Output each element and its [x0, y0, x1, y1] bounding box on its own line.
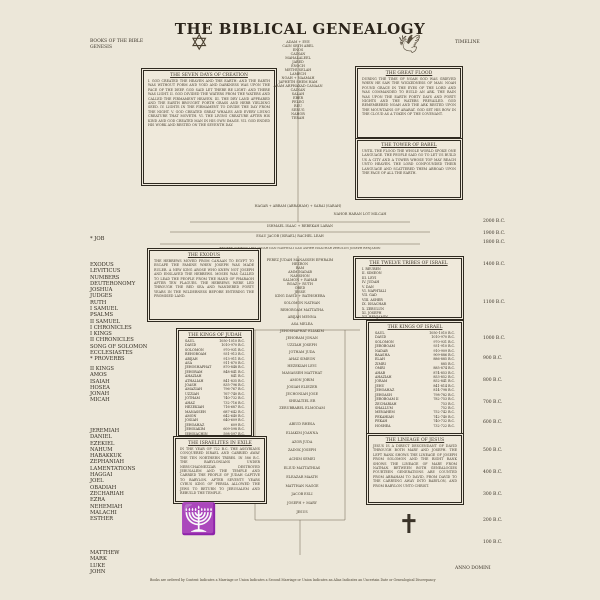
book-name: MICAH [90, 397, 110, 404]
king-name: MANASSEH [185, 409, 206, 414]
king-reign: 640-609 B.C. [223, 418, 245, 423]
isaac-node: ISHMAEL ISAAC + REBEKAH LABAN [267, 224, 333, 228]
king-name: UZZIAH [185, 391, 199, 396]
tree-node: PELEG [291, 100, 305, 104]
tree-node: MATTHAN NAGGE [285, 483, 319, 488]
tree-node: AMMINADAB [288, 270, 312, 274]
tree-node: JOTHAM JUDA [289, 350, 315, 354]
tree-node: CAIN SETH ABEL [282, 44, 314, 48]
timeline-date: 400 B.C. [483, 470, 503, 475]
tree-node: ASA MELEA [291, 322, 313, 326]
book-name: ZEPHANIAH [90, 459, 125, 466]
king-name: JEHOSHAPHAT [185, 365, 212, 370]
king-reign: 1010-970 B.C. [431, 335, 455, 340]
king-name: ATHALIAH [185, 378, 204, 383]
tree-node: AHAZ SIMEON [288, 357, 316, 361]
book-name: EZEKIEL [90, 440, 115, 447]
legend-footer: Books are ordered by Content Indicates a Marriage or Union Indicates a Second Marriage or Union Indicates an Alias Indicates an Uncertain Date or Genealogical Discrepancy [150, 578, 436, 582]
book-name: NUMBERS [90, 274, 120, 281]
tribe-row: VI. NAPHTALI [362, 289, 387, 294]
tree-node: JARED [292, 60, 304, 64]
tree-node: CAINAN [290, 52, 306, 56]
king-name: SAUL [185, 339, 195, 343]
king-reign: 796-767 B.C. [223, 387, 245, 392]
books-group-4 [90, 428, 135, 522]
timeline-label: TIMELINE [455, 40, 480, 45]
king-name: JEHOIACHIN [185, 431, 208, 436]
tree-node: PEREZ JUDAH MANASSEH EPHRAIM [266, 258, 334, 262]
book-name: JOHN [90, 568, 106, 575]
tribes-box [355, 258, 462, 318]
timeline-date: 200 B.C. [483, 518, 503, 523]
king-reign: 931-910 B.C. [433, 344, 455, 349]
timeline-date: 1000 B.C. [483, 336, 506, 341]
tree-node: JAPHETH SHEM HAM [278, 80, 318, 84]
king-name: AHAZ [185, 400, 195, 405]
king-name: JOSIAH [185, 418, 198, 423]
poster-title: THE BIBLICAL GENEALOGY [174, 20, 426, 38]
book-name: DEUTERONOMY [90, 280, 136, 287]
king-reign: 642-640 B.C. [223, 413, 245, 418]
exile-text: IN THE YEAR OF 722 B.C. THE ASSYRIANS CONQUERED ISRAEL AND CARRIED AWAY THE TEN NORTHERN TRIBES. IN 586 B.C. THE BABYLONIANS UNDER NEBUCHADNEZZAR DESTROYED JERUSALEM AND THE TEMPLE AND CARRIED THE PEOPLE OF JUDAH CAPTIVE TO BABYLON. AFTER SEVENTY YEARS CYRUS KING OF PERSIA ALLOWED THE JEWS TO RETURN TO JERUSALEM AND REBUILD THE TEMPLE. [180, 447, 260, 496]
book-name: MATTHEW [90, 550, 120, 556]
book-name: MALACHI [90, 509, 117, 516]
tree-node: ABIJAH MENNA [287, 315, 317, 319]
judah-lineage [260, 258, 340, 298]
creation-text: I. GOD CREATED THE HEAVEN AND THE EARTH: AND THE EARTH WAS WITHOUT FORM AND VOID AND DARKNESS WAS UPON THE FACE OF THE DEEP. GOD SAID LET THERE BE LIGHT: AND THERE WAS LIGHT. II. GOD DIVIDED THE WATERS FROM THE WATERS AND CALLED THE FIRMAMENT HEAVEN. III. THE DRY LAND APPEARED AND THE EARTH BROUGHT FORTH GRASS AND HERB YIELDING SEED. IV. LIGHTS IN THE FIRMAMENT TO DIVIDE THE DAY FROM THE NIGHT. V. GOD CREATED GREAT WHALES AND EVERY LIVING CREATURE THAT MOVETH. VI. THE LIVING CREATURE AFTER HIS KIND AND GOD CREATED MAN IN HIS OWN IMAGE. VII. GOD ENDED HIS WORK AND RESTED ON THE SEVENTH DAY. [148, 79, 270, 128]
king-reign: 1050-1010 B.C. [429, 331, 455, 335]
book-name: AMOS [90, 372, 107, 379]
tree-node: ZADOK JOSEPH [287, 448, 317, 453]
book-name: LEVITICUS [90, 268, 121, 275]
lineage-text: JESUS IS A DIRECT DESCENDANT OF DAVID THROUGH BOTH MARY AND JOSEPH. THE LEFT RANK SHOWS THE LINEAGE OF JOSEPH FROM SOLOMON AND THE RIGHT RANK SHOWS THE LINEAGE OF MARY FROM NATHAN. BETWEEN BOTH GENEALOGIES FOURTEEN GENERATIONS ARE COUNTED FROM ABRAHAM TO DAVID, FROM DAVID TO THE CARRYING AWAY INTO BABYLON, AND FROM BABYLON UNTO CHRIST. [373, 444, 457, 488]
king-reign: 910-909 B.C. [433, 348, 455, 353]
book-name: MARK [90, 556, 107, 563]
king-reign: 885-874 B.C. [433, 366, 455, 371]
timeline-date: 1900 B.C. [483, 231, 506, 236]
king-name: JEHOASH [375, 392, 392, 397]
king-reign: 870-848 B.C. [223, 365, 245, 370]
tree-node: SOLOMON NATHAN [283, 301, 321, 305]
tribe-row: II. SIMEON [362, 271, 382, 276]
tree-node: ACHIM SEMEI [289, 457, 315, 462]
king-name: NADAB [375, 348, 388, 353]
tree-node: SERUG [291, 108, 305, 112]
flood-title: THE GREAT FLOOD [385, 71, 433, 76]
kings-israel-title: THE KINGS OF ISRAEL [387, 325, 443, 330]
tribes-list [356, 267, 461, 320]
king-reign: 687-642 B.C. [223, 409, 245, 414]
cross-icon: ✝ [398, 510, 420, 540]
king-name: JEROBOAM [375, 344, 395, 349]
king-name: JEHOAHAZ [375, 388, 395, 393]
timeline-date: 800 B.C. [483, 378, 503, 383]
tree-node: LAMECH [289, 72, 307, 76]
king-name: DAVID [185, 343, 197, 348]
timeline-date: 1800 B.C. [483, 240, 506, 245]
tribe-row: XI. JOSEPH [362, 311, 382, 316]
tree-node: ELEAZAR MAATH [286, 474, 318, 479]
tree-node: UZZIAH JOSEPH [287, 343, 317, 347]
tree-node: MANASSEH MATTHAT [281, 371, 323, 375]
books-label: BOOKS OF THE BIBLE [90, 39, 144, 44]
tribe-row: XII. BENJAMIN [362, 315, 389, 320]
king-name: JEHORAM [185, 369, 203, 374]
king-name: AMAZIAH [185, 387, 202, 392]
twelve-sons: REUBEN SIMEON LEVI JUDAH DAN NAPHTALI GAD ASHER ISSACHAR ZEBULUN JOSEPH BENJAMIN [219, 246, 381, 250]
books-top [90, 236, 104, 242]
king-reign: 598-597 B.C. [223, 431, 245, 436]
tree-node: JESUS [296, 509, 308, 514]
king-name: PEKAH [375, 419, 388, 424]
tree-node: NOAH + NAAMAH [281, 76, 315, 80]
babel-text: UNTIL THE FLOOD THE WHOLE WORLD SPOKE ONE LANGUAGE. THE PEOPLE SAID GO TO LET US BUILD US A CITY AND A TOWER WHOSE TOP MAY REACH UNTO HEAVEN. THE LORD CONFOUNDED THEIR LANGUAGE AND SCATTERED THEM ABROAD UPON THE FACE OF ALL THE EARTH. [362, 149, 456, 176]
tree-node: NAHSHON [290, 274, 310, 278]
king-reign: 752-742 B.C. [433, 410, 455, 415]
book-name: JONAH [90, 391, 110, 398]
tree-node: ENOS [292, 48, 304, 52]
king-reign: 782-753 B.C. [433, 397, 455, 402]
book-name: HABAKKUK [90, 453, 122, 460]
tree-node: NAHOR [291, 112, 305, 116]
king-reign: 841-814 B.C. [433, 383, 455, 388]
anno-domini-label: ANNO DOMINI [455, 566, 491, 571]
book-name: * JOB [90, 236, 105, 242]
book-name: EXODUS [90, 262, 114, 268]
creation-title: THE SEVEN DAYS OF CREATION [170, 73, 248, 78]
timeline-date: 100 B.C. [483, 540, 503, 545]
king-name: JEHOIAKIM [185, 427, 206, 432]
tree-node: ELIAKIM JOANNA [286, 430, 318, 435]
tribe-row: IV. JUDAH [362, 280, 380, 285]
king-reign: 740-732 B.C. [223, 396, 245, 401]
timeline-date: 600 B.C. [483, 420, 503, 425]
king-reign: 767-740 B.C. [223, 391, 245, 396]
tree-node: AZOR JUDA [291, 439, 313, 444]
tree-node: OBED [294, 286, 306, 290]
book-name: DANIEL [90, 434, 112, 441]
book-name: JUDGES [90, 293, 113, 300]
king-name: JEHOAHAZ [185, 422, 205, 427]
king-name: JEHU [375, 383, 385, 388]
tree-node: JEHORAM JONAN [286, 336, 318, 340]
king-name: DAVID [375, 335, 387, 340]
lineage-title: THE LINEAGE OF JESUS [385, 438, 445, 443]
tree-node: CAINAN [290, 88, 306, 92]
tree-node: JACOB ESLI [291, 492, 313, 497]
babel-title: THE TOWER OF BABEL [381, 143, 437, 148]
king-reign: 853-852 B.C. [433, 375, 455, 380]
book-name: JEREMIAH [90, 428, 120, 434]
king-name: SOLOMON [185, 347, 204, 352]
king-name: ELAH [375, 357, 385, 362]
book-name: ISAIAH [90, 378, 110, 385]
king-reign: 931-913 B.C. [223, 352, 245, 357]
king-reign: 716-687 B.C. [223, 405, 245, 410]
king-name: ZIMRI [375, 361, 386, 366]
timeline-date: 500 B.C. [483, 448, 503, 453]
adam-lineage [268, 40, 328, 120]
book-name: OBADIAH [90, 484, 117, 491]
book-name: EZRA [90, 497, 106, 504]
king-reign: 970-931 B.C. [433, 339, 455, 344]
jacob-node: ESAU JACOB (ISRAEL) RACHEL LEAH [256, 234, 324, 238]
tree-node: HEZEKIAH LEVI [287, 364, 317, 368]
tree-node: ELIUD MATTATHIAS [283, 465, 321, 470]
tree-node: JOSEPH + MARY [287, 501, 317, 506]
tree-node: REHOBOAM MATTATHA [280, 308, 324, 312]
king-reign: 913-911 B.C. [223, 356, 245, 361]
book-name: ECCLESIASTES [90, 350, 133, 357]
tree-node: MAHALALEEL [285, 56, 311, 60]
star-of-david-icon: ✡ [190, 31, 209, 56]
king-name: JOASH [185, 383, 197, 388]
exodus-text: THE HEBREWS MOVED FROM CANAAN TO EGYPT TO ESCAPE THE FAMINE WHEN JOSEPH WAS MADE RULER. A NEW KING AROSE WHO KNEW NOT JOSEPH AND ENSLAVED THE HEBREWS. MOSES WAS CALLED TO LEAD THE PEOPLE FROM THE HAND OF PHARAOH AFTER TEN PLAGUES. THE HEBREWS WERE LED THROUGH THE RED SEA AND WANDERED FORTY YEARS IN THE WILDERNESS BEFORE ENTERING THE PROMISED LAND. [154, 259, 254, 299]
book-name: I CHRONICLES [90, 324, 132, 331]
king-reign: 848-841 B.C. [223, 369, 245, 374]
tree-node: SALAH [291, 92, 305, 96]
book-name: SONG OF SOLOMON [90, 343, 148, 350]
king-name: JORAM [375, 379, 388, 384]
king-reign: 752 B.C. [440, 405, 455, 410]
tree-node: JEHOSHAPHAT ELIAKIM [280, 329, 324, 333]
kings-judah-title: THE KINGS OF JUDAH [188, 333, 242, 338]
tree-node: JESSE [294, 290, 306, 294]
king-row [375, 424, 455, 428]
book-name: II SAMUEL [90, 318, 120, 325]
book-name: ESTHER [90, 516, 114, 523]
creation-box [143, 70, 275, 184]
abraham-node: HAGAR + ABRAM (ABRAHAM) + SARAI (SARAH) [254, 204, 342, 208]
tribe-row: VII. GAD [362, 293, 377, 298]
king-name: SAUL [375, 331, 385, 335]
tree-node: ADAM + EVE [286, 40, 310, 44]
king-reign: 732-716 B.C. [223, 400, 245, 405]
king-reign: 814-798 B.C. [433, 388, 455, 393]
book-name: LUKE [90, 562, 106, 569]
king-name: SOLOMON [375, 339, 394, 344]
king-name: AMON [185, 413, 197, 418]
tree-node: SHEALTIEL ER [288, 399, 316, 403]
babel-box [357, 140, 461, 198]
king-reign: 970-931 B.C. [223, 347, 245, 352]
tree-node: REU [294, 104, 302, 108]
king-reign: 835-796 B.C. [223, 383, 245, 388]
exile-title: THE ISRAELITES IN EXILE [188, 441, 252, 446]
tree-node: HEZRON [291, 262, 309, 266]
dove-icon: 🕊 [398, 34, 421, 55]
tree-node: SALMON + RAHAB [282, 278, 318, 282]
kings-judah-list [179, 339, 251, 440]
tree-node: TERAH [291, 116, 305, 120]
tribe-row: X. ZEBULUN [362, 306, 385, 311]
timeline-date: 700 B.C. [483, 400, 503, 405]
king-reign: 841-835 B.C. [223, 378, 245, 383]
king-reign: 798-782 B.C. [433, 392, 455, 397]
book-name: JOSHUA [90, 287, 113, 294]
king-name: MENAHEM [375, 410, 395, 415]
king-reign: 885 B.C. [440, 361, 455, 366]
tree-node: ARAM ARPHAXAD CANAAN [273, 84, 323, 88]
tree-node: METHUSELAH [284, 68, 312, 72]
book-name: HOSEA [90, 384, 110, 391]
king-reign: 886-885 B.C. [433, 357, 455, 362]
king-reign: 1010-970 B.C. [221, 343, 245, 348]
book-name: I KINGS [90, 331, 112, 338]
book-name: NEHEMIAH [90, 503, 123, 510]
king-name: JOTHAM [185, 396, 200, 401]
exile-box [175, 438, 265, 502]
books-group-2 [90, 306, 147, 363]
kings-israel-list [369, 331, 461, 428]
king-name: OMRI [375, 366, 385, 371]
king-name: HEZEKIAH [185, 405, 205, 410]
timeline-date: 900 B.C. [483, 356, 503, 361]
king-name: REHOBOAM [185, 352, 207, 357]
flood-box [357, 68, 461, 138]
lineage-box [368, 435, 462, 503]
tree-node: ABIUD RHESA [289, 422, 315, 426]
tree-node: KING DAVID + BATHSHEBA [275, 294, 325, 298]
tree-node: EBER [293, 96, 303, 100]
exodus-title: THE EXODUS [187, 253, 221, 258]
books-group-5 [90, 550, 119, 575]
later-lineage [262, 420, 342, 517]
tribe-row: IX. ISSACHAR [362, 302, 387, 307]
timeline-date: 2000 B.C. [483, 219, 506, 224]
king-reign: 841 B.C. [230, 374, 245, 379]
king-reign: 1050-1010 B.C. [219, 339, 245, 343]
king-name: ASA [185, 361, 193, 366]
tree-node: ENOCH [291, 64, 305, 68]
king-reign: 753 B.C. [440, 401, 455, 406]
book-name: I SAMUEL [90, 306, 118, 312]
books-group-1 [90, 262, 135, 306]
timeline-date: 300 B.C. [483, 492, 503, 497]
king-reign: 909-886 B.C. [433, 353, 455, 358]
king-reign: 732-722 B.C. [433, 423, 455, 428]
flood-text: DURING THE TIME OF NOAH GOD WAS GRIEVED WHEN HE SAW THE WICKEDNESS OF MAN. NOAH FOUND GRACE IN THE EYES OF THE LORD AND WAS COMMANDED TO BUILD AN ARK. THE RAIN WAS UPON THE EARTH FORTY DAYS AND FORTY NIGHTS AND THE WATERS PREVAILED. GOD REMEMBERED NOAH AND THE ARK RESTED UPON THE MOUNTAINS OF ARARAT. GOD SET HIS BOW IN THE CLOUD AS A TOKEN OF THE COVENANT. [362, 77, 456, 117]
king-name: AHAZIAH [185, 374, 202, 379]
kings-israel-box [368, 322, 462, 434]
tree-node: JECHONIAH JOSE [286, 392, 318, 396]
tree-node: ZERUBBABEL ELMODAM [279, 406, 325, 410]
books-group-3 [90, 366, 114, 404]
king-name: HOSHEA [375, 423, 391, 428]
menorah-icon: 🕎 [180, 502, 218, 537]
king-name: AHAB [375, 370, 386, 375]
tree-node: BOAZ + RUTH [287, 282, 313, 286]
king-reign: 609 B.C. [230, 422, 245, 427]
tree-node: RAM [295, 266, 305, 270]
king-name: JEROBOAM II [375, 397, 399, 402]
tribe-row: I. REUBEN [362, 267, 381, 271]
tribes-title: THE TWELVE TRIBES OF ISRAEL [369, 261, 448, 266]
king-name: AHAZIAH [375, 375, 392, 380]
book-name: II KINGS [90, 366, 114, 372]
king-reign: 609-598 B.C. [223, 427, 245, 432]
king-reign: 740-732 B.C. [433, 419, 455, 424]
book-name: JOEL [90, 478, 104, 485]
king-name: PEKAHIAH [375, 414, 394, 419]
abraham-relatives: NAHOR HARAN LOT MILCAH [333, 212, 387, 216]
king-name: ABIJAH [185, 356, 198, 361]
tribe-row: VIII. ASHER [362, 297, 383, 302]
book-name: ZECHARIAH [90, 490, 124, 497]
exodus-box [149, 250, 259, 320]
book-name: RUTH [90, 299, 107, 306]
timeline-date: 1100 B.C. [483, 300, 506, 305]
kings-judah-box [178, 330, 252, 436]
book-name: NAHUM [90, 446, 113, 453]
king-name: SHALLUM [375, 405, 393, 410]
king-reign: 742-740 B.C. [433, 414, 455, 419]
timeline-date: 1400 B.C. [483, 262, 506, 267]
tree-node: JOSIAH ELIEZER [286, 385, 318, 389]
royal-lineage [262, 300, 342, 412]
book-name: II CHRONICLES [90, 337, 134, 344]
tribe-row: III. LEVI [362, 275, 377, 280]
book-name: PSALMS [90, 312, 114, 319]
king-name: BAASHA [375, 353, 390, 358]
book-name: * PROVERBS [90, 356, 125, 363]
king-reign: 852-841 B.C. [433, 379, 455, 384]
king-name: ZECHARIAH [375, 401, 397, 406]
king-reign: 874-853 B.C. [433, 370, 455, 375]
book-genesis: GENESIS [90, 45, 113, 50]
tree-node: AMON JORIM [289, 378, 315, 382]
tribe-row: V. DAN [362, 284, 374, 289]
book-name: HAGGAI [90, 472, 113, 479]
king-reign: 911-870 B.C. [223, 361, 245, 366]
book-name: LAMENTATIONS [90, 465, 136, 472]
